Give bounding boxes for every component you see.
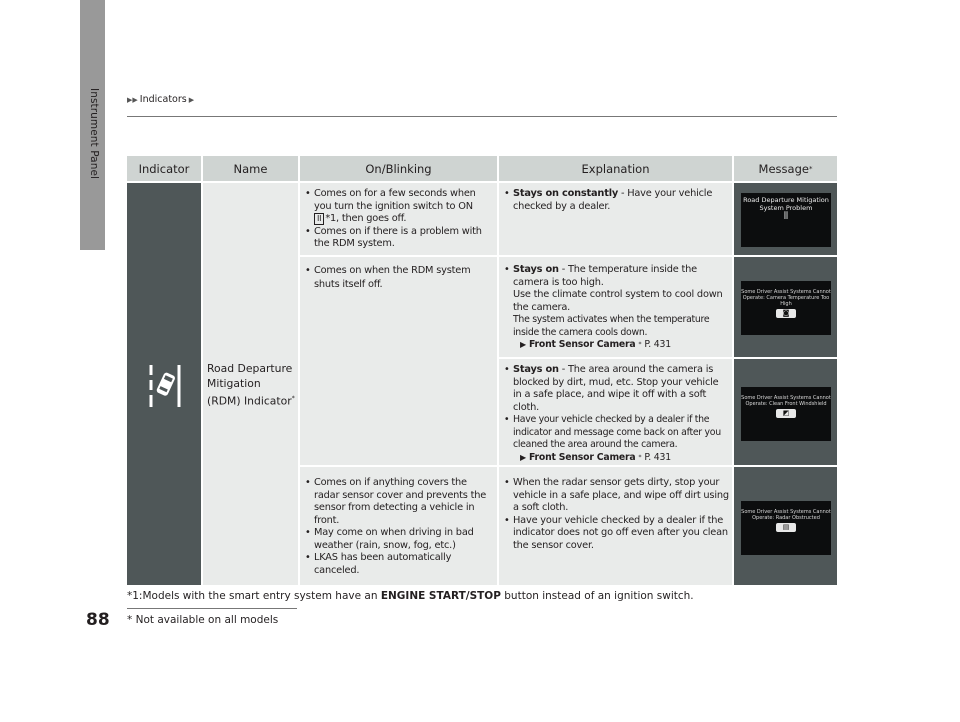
reference-arrow-icon: ▶ xyxy=(520,340,526,349)
reference-arrow-icon: ▶ xyxy=(520,452,526,462)
list-item: • Comes on for a few seconds when you turn the ignition switch to ON xyxy=(305,188,476,212)
breadcrumb-arrow-icon: ▶▶ xyxy=(127,95,138,104)
explanation-cell-1 xyxy=(499,183,732,255)
explanation-text-4: • When the radar sensor gets dirty, stop your vehicle in a safe place, and wipe off dirt using a soft cloth. • Have your vehicle checked by a dealer if the indicator does not go off even after you clean the sensor cover. xyxy=(504,477,729,551)
explanation-cell-2 xyxy=(499,257,732,357)
breadcrumb-label: Indicators xyxy=(139,94,187,105)
message-screen-4: Some Driver Assist Systems Cannot Operate: Radar Obstructed ▤ xyxy=(741,501,831,555)
cross-reference-link[interactable]: ▶ Front Sensor Camera * P. 431 xyxy=(520,451,671,463)
name-cell xyxy=(203,183,298,585)
section-label: Instrument Panel xyxy=(88,88,100,180)
header-rule xyxy=(127,116,837,117)
breadcrumb[interactable] xyxy=(127,94,194,105)
header-on-blinking: On/Blinking xyxy=(300,156,497,181)
on-blinking-cell-1 xyxy=(300,183,497,255)
cross-reference-link[interactable]: ▶ Front Sensor Camera * P. 431 xyxy=(520,339,671,350)
footnote: *1:Models with the smart entry system have an ENGINE START/STOP button instead of an ignition switch. xyxy=(127,590,694,602)
availability-note: * Not available on all models xyxy=(127,614,279,626)
header-message: Message * xyxy=(734,156,837,181)
message-cell-1 xyxy=(734,183,837,255)
header-indicator: Indicator xyxy=(127,156,201,181)
on-blinking-text-1 xyxy=(305,188,495,251)
on-blinking-text-2: • Comes on when the RDM system shuts itself off. xyxy=(305,265,471,290)
message-cell-3 xyxy=(734,359,837,465)
list-item: II *1, then goes off. xyxy=(305,213,495,226)
on-blinking-cell-4 xyxy=(300,467,497,585)
explanation-cell-3 xyxy=(499,359,732,465)
on-blinking-cell-2 xyxy=(300,257,497,465)
page-number: 88 xyxy=(86,610,110,630)
message-cell-2 xyxy=(734,257,837,357)
message-screen-3: Some Driver Assist Systems Cannot Operate: Clean Front Windshield ◩ xyxy=(741,387,831,441)
on-blinking-text-4: • Comes on if anything covers the radar sensor cover and prevents the sensor from detecting a vehicle in front. • May come on when driving in bad weather (rain, snow, fog, etc.) • LKAS has been automatically canceled. xyxy=(305,477,487,576)
message-screen-2: Some Driver Assist Systems Cannot Operate: Camera Temperature Too High ◙ xyxy=(741,281,831,335)
radar-icon: ▤ xyxy=(776,523,796,532)
explanation-text-3: • Stays on - The area around the camera is blocked by dirt, mud, etc. Stop your vehicle in a safe place, and wipe it off with a soft cloth. • Have your vehicle checked by a dealer if the indicator and message come back on after you cleaned the area around the camera. ▶ Front Sensor Camera * P. 431 xyxy=(504,364,729,464)
camera-icon: ◙ xyxy=(776,309,796,318)
breadcrumb-arrow-icon: ▶ xyxy=(188,95,195,104)
message-screen-1: Road Departure Mitigation System Problem ⫴ xyxy=(741,193,831,247)
footnote-rule xyxy=(127,608,297,609)
indicator-name: Road Departure Mitigation (RDM) Indicator* xyxy=(207,362,295,408)
indicator-cell xyxy=(127,183,201,585)
header-explanation: Explanation xyxy=(499,156,732,181)
ignition-key-icon: II xyxy=(314,213,324,225)
lane-icon: ⫴ xyxy=(783,211,789,222)
explanation-text-1: • Stays on constantly - Have your vehicle checked by a dealer. xyxy=(504,188,713,212)
message-cell-4 xyxy=(734,467,837,585)
header-name: Name xyxy=(203,156,298,181)
windshield-icon: ◩ xyxy=(776,409,796,418)
list-item: • Comes on if there is a problem with the RDM system. xyxy=(305,225,482,249)
rdm-lane-departure-icon xyxy=(145,363,185,409)
explanation-text-2: • Stays on - The temperature inside the camera is too high. Use the climate control system to cool down the camera. The system activates when the temperature inside the camera cools down. ▶ Front Sensor Camera * P. 431 xyxy=(504,264,729,352)
explanation-cell-4 xyxy=(499,467,732,585)
